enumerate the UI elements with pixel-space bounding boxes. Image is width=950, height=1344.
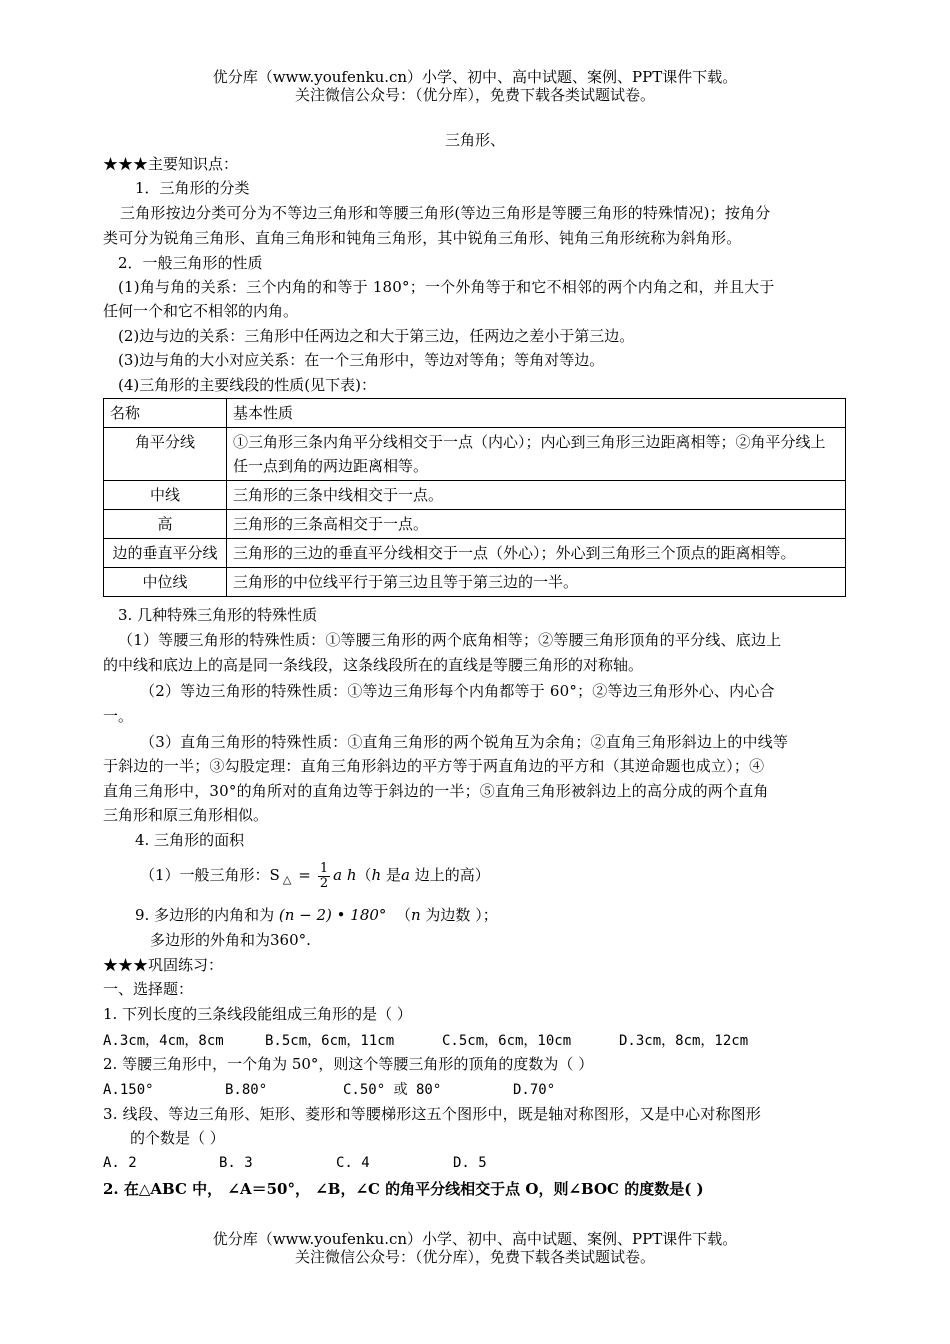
table-row [104, 568, 846, 597]
table-header-name: 名称 [104, 399, 227, 428]
table-row [104, 481, 846, 510]
table-cell-name: 高 [104, 510, 227, 539]
area-formula [140, 858, 490, 897]
section-heading-knowledge: ★★★主要知识点： [103, 155, 239, 173]
option-c: C.5cm，6cm，10cm [442, 1033, 572, 1049]
polygon-exterior-sum: 多边形的外角和为360°. [150, 931, 311, 949]
area-note-a: a [401, 866, 410, 884]
question-1-options [103, 1030, 748, 1050]
table-cell-desc: 三角形的三条高相交于一点。 [227, 510, 846, 539]
polygon-interior-open: （ [395, 906, 411, 924]
segments-property-table [103, 398, 846, 597]
table-cell-name: 中线 [104, 481, 227, 510]
table-row [104, 510, 846, 539]
area-formula-prefix: （1）一般三角形：S [140, 866, 280, 884]
half-fraction [318, 862, 330, 891]
segments-table-intro: (4)三角形的主要线段的性质(见下表)： [118, 376, 376, 394]
area-formula-variables: a h [333, 866, 357, 884]
page-footer-line1: 优分库（www.youfenku.cn）小学、初中、高中试题、案例、PPT课件下载。 [212, 1230, 738, 1248]
page-header-line2: 关注微信公众号：（优分库），免费下载各类试题试卷。 [294, 86, 655, 104]
right-triangle-text-line3: 直角三角形中，30°的角所对的直角边等于斜边的一半；⑤直角三角形被斜边上的高分成的两个直角 [103, 782, 769, 800]
area-note-h: h [371, 866, 382, 884]
question-1: 1. 下列长度的三条线段能组成三角形的是（ ） [103, 1005, 412, 1023]
option-d: D.70° [513, 1082, 556, 1098]
polygon-interior-expr: (n − 2) • 180° [278, 906, 387, 924]
option-a: A.150° [103, 1082, 154, 1098]
table-cell-desc: 三角形的中位线平行于第三边且等于第三边的一半。 [227, 568, 846, 597]
option-d: D.3cm，8cm，12cm [619, 1033, 749, 1049]
right-triangle-text-line2: 于斜边的一半；③勾股定理：直角三角形斜边的平方等于两直角边的平方和（其逆命题也成立）；④ [103, 757, 765, 775]
area-note-open: （ [356, 866, 372, 884]
polygon-interior-suffix: 为边数 ）； [425, 906, 498, 924]
classification-text-line2: 类可分为锐角三角形、直角三角形和钝角三角形，其中锐角三角形、钝角三角形统称为斜角形。 [103, 229, 742, 247]
area-note-end: 边上的高） [409, 866, 490, 884]
angle-relation-line1: (1)角与角的关系：三个内角的和等于 180°；一个外角等于和它不相邻的两个内角之和，并且大于 [118, 278, 775, 296]
isosceles-text-line2: 的中线和底边上的高是同一条线段，这条线段所在的直线是等腰三角形的对称轴。 [103, 656, 644, 674]
page-header-line1: 优分库（www.youfenku.cn）小学、初中、高中试题、案例、PPT课件下载。 [212, 68, 738, 86]
section-heading-exercises: ★★★巩固练习： [103, 956, 224, 974]
option-a: A. 2 [103, 1155, 137, 1171]
option-c: C.50° 或 80° [343, 1082, 442, 1098]
question-3-line2: 的个数是（ ） [130, 1129, 225, 1147]
polygon-interior-sum [135, 904, 498, 926]
question-3-options [103, 1155, 487, 1171]
table-cell-name: 中位线 [104, 568, 227, 597]
topic-general-properties-title: 2．一般三角形的性质 [118, 254, 263, 272]
table-cell-desc: ①三角形三条内角平分线相交于一点（内心）；内心到三角形三边距离相等；②角平分线上任一点到角的两边距离相等。 [227, 428, 846, 481]
right-triangle-text-line1: （3）直角三角形的特殊性质：①直角三角形的两个锐角互为余角；②直角三角形斜边上的中线等 [140, 733, 789, 751]
polygon-interior-n: n [410, 906, 421, 924]
equilateral-text-line1: （2）等边三角形的特殊性质：①等边三角形每个内角都等于 60°；②等边三角形外心、内心合 [140, 682, 775, 700]
table-cell-name: 角平分线 [104, 428, 227, 481]
area-title: 4. 三角形的面积 [135, 831, 245, 849]
classification-text-line1: 三角形按边分类可分为不等边三角形和等腰三角形(等边三角形是等腰三角形的特殊情况)；按角分 [120, 204, 771, 222]
table-cell-desc: 三角形的三边的垂直平分线相交于一点（外心）；外心到三角形三个顶点的距离相等。 [227, 539, 846, 568]
option-b: B.80° [225, 1082, 268, 1098]
table-row [104, 539, 846, 568]
page-title: 三角形、 [444, 131, 505, 149]
fraction-numerator: 1 [319, 860, 329, 876]
fraction-denominator: 2 [319, 875, 329, 891]
option-b: B. 3 [219, 1155, 253, 1171]
table-cell-name: 边的垂直平分线 [104, 539, 227, 568]
topic-classification-title: 1．三角形的分类 [135, 179, 250, 197]
equilateral-text-line2: 一。 [103, 707, 134, 725]
side-angle-relation: (3)边与角的大小对应关系：在一个三角形中，等边对等角；等角对等边。 [118, 351, 605, 369]
multiple-choice-heading: 一、选择题： [103, 980, 194, 998]
isosceles-text-line1: （1）等腰三角形的特殊性质：①等腰三角形的两个底角相等；②等腰三角形顶角的平分线、底边上 [118, 631, 782, 649]
question-2: 2. 等腰三角形中，一个角为 50°，则这个等腰三角形的顶角的度数为（ ） [103, 1055, 594, 1073]
option-a: A.3cm，4cm，8cm [103, 1033, 224, 1049]
question-3-line1: 3. 线段、等边三角形、矩形、菱形和等腰梯形这五个图形中，既是轴对称图形，又是中心对称图形 [103, 1105, 762, 1123]
question-4: 2. 在△ABC 中， ∠A＝50°， ∠B，∠C 的角平分线相交于点 O，则∠BOC 的度数是( ) [103, 1180, 704, 1198]
special-triangles-title: 3. 几种特殊三角形的特殊性质 [118, 606, 318, 624]
option-c: C. 4 [336, 1155, 370, 1171]
side-relation: (2)边与边的关系：三角形中任两边之和大于第三边，任两边之差小于第三边。 [118, 327, 635, 345]
angle-relation-line2: 任何一个和它不相邻的内角。 [103, 302, 299, 320]
table-row [104, 428, 846, 481]
option-d: D. 5 [453, 1155, 487, 1171]
page-footer-line2: 关注微信公众号：（优分库），免费下载各类试题试卷。 [294, 1248, 655, 1266]
area-formula-eq: = [298, 866, 311, 884]
polygon-interior-prefix: 9. 多边形的内角和为 [135, 906, 275, 924]
right-triangle-text-line4: 三角形和原三角形相似。 [103, 806, 269, 824]
option-b: B.5cm，6cm，11cm [265, 1033, 395, 1049]
area-formula-sub: △ [282, 873, 292, 886]
table-header-property: 基本性质 [227, 399, 846, 428]
table-header-row [104, 399, 846, 428]
area-note-mid: 是 [381, 866, 401, 884]
question-2-options [103, 1079, 555, 1099]
table-cell-desc: 三角形的三条中线相交于一点。 [227, 481, 846, 510]
